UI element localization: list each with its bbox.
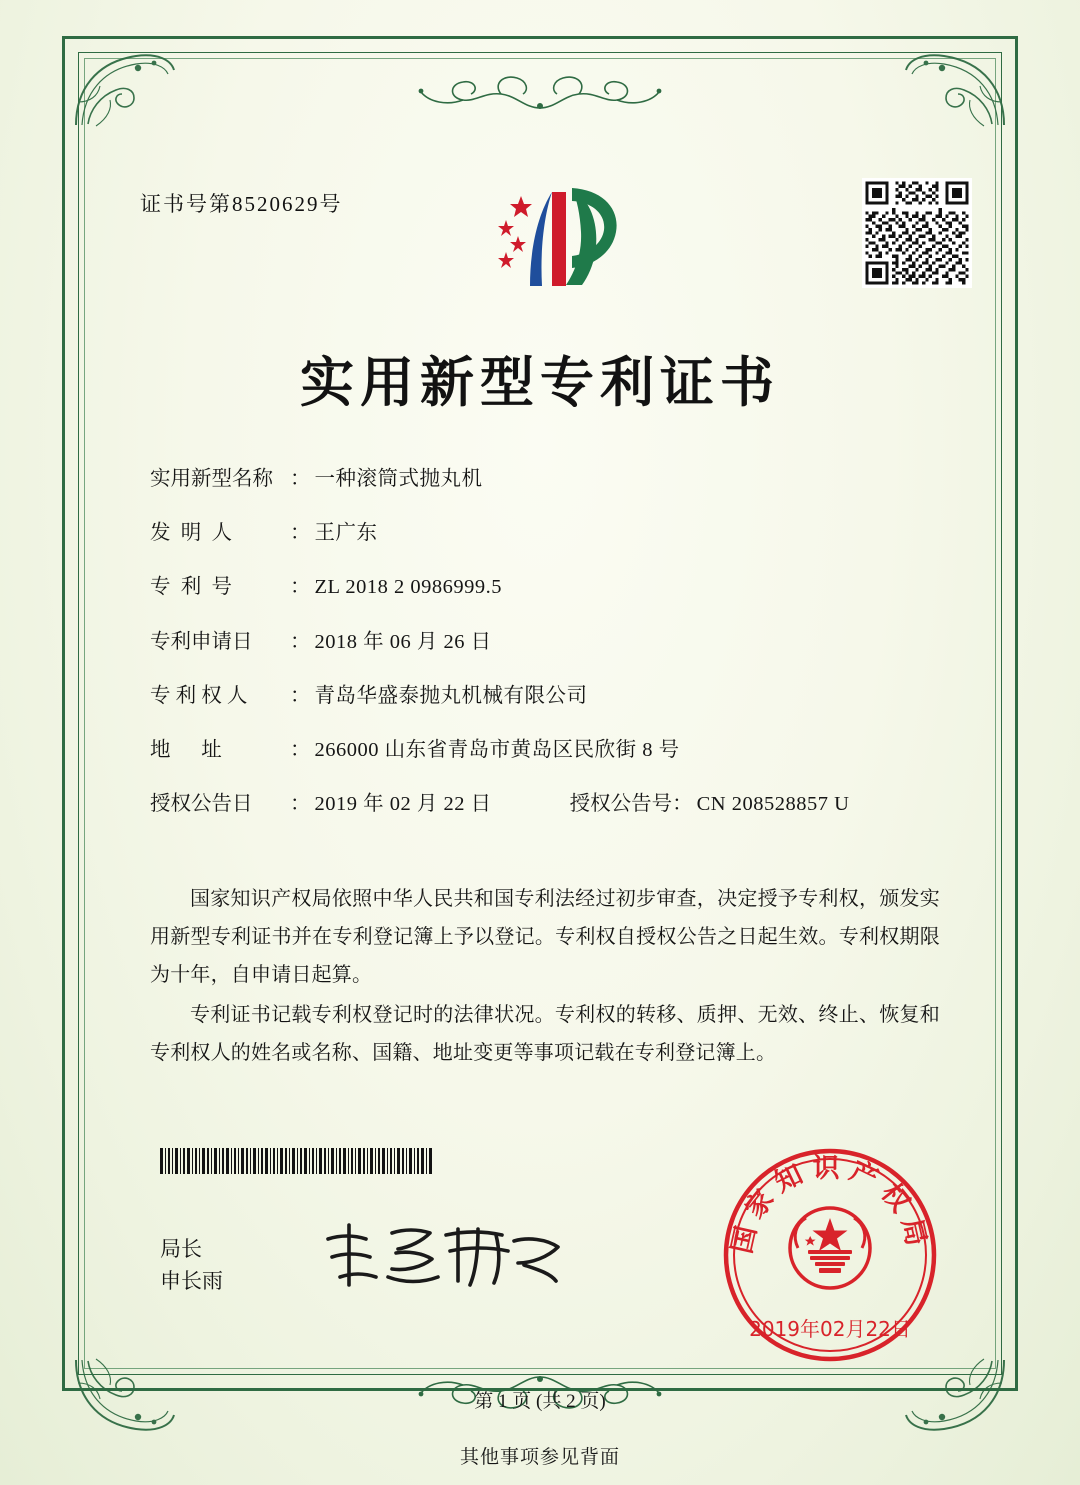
seal-date-text: 2019年02月22日 bbox=[749, 1317, 911, 1341]
field-row-address bbox=[150, 736, 950, 766]
field-label-grant-date: 授权公告日 bbox=[150, 793, 253, 816]
page-title: 实用新型专利证书 bbox=[300, 350, 780, 414]
grant-announcement-number-group bbox=[570, 790, 850, 820]
field-value: 2018 年 06 月 26 日 bbox=[314, 630, 492, 653]
corner-ornament-icon bbox=[894, 40, 1014, 135]
director-title-label: 局长 bbox=[160, 1237, 202, 1261]
field-row-utility-model-name bbox=[150, 465, 950, 495]
field-label-announcement-number: 授权公告号 bbox=[569, 793, 673, 816]
certificate-fields bbox=[150, 465, 950, 844]
field-value: ZL 2018 2 0986999.5 bbox=[314, 576, 503, 599]
field-colon: ： bbox=[290, 522, 311, 545]
field-value: 266000 山东省青岛市黄岛区民欣街 8 号 bbox=[314, 739, 680, 762]
page-number: 第 1 页 (共 2 页) bbox=[474, 1391, 606, 1412]
field-row-application-date bbox=[150, 628, 950, 658]
field-label: 实用新型名称 bbox=[150, 468, 273, 490]
seal-ring-text: 国家知识产权局 bbox=[726, 1153, 934, 1257]
field-value-announcement-number: CN 208528857 U bbox=[696, 793, 850, 816]
field-colon: ： bbox=[290, 576, 311, 599]
field-value: 青岛华盛泰抛丸机械有限公司 bbox=[314, 684, 588, 707]
field-colon: ： bbox=[290, 793, 311, 816]
field-row-grant-announcement bbox=[150, 790, 950, 820]
field-colon: ： bbox=[290, 630, 311, 653]
field-label: 专 利 权 人 bbox=[150, 684, 248, 707]
field-value-grant-date: 2019 年 02 月 22 日 bbox=[314, 793, 492, 816]
field-row-patentee bbox=[150, 682, 950, 712]
legal-paragraph-2: 专利证书记载专利权登记时的法律状况。专利权的转移、质押、无效、终止、恢复和专利权人的姓名或名称、国籍、地址变更等事项记载在专利登记簿上。 bbox=[150, 1004, 940, 1064]
barcode bbox=[160, 1148, 432, 1174]
cnipa-logo-icon bbox=[480, 170, 640, 300]
field-colon: ： bbox=[672, 793, 693, 816]
field-row-patent-number bbox=[150, 573, 950, 603]
qr-code-icon bbox=[862, 178, 972, 288]
field-label: 发 明 人 bbox=[150, 522, 232, 545]
field-colon: ： bbox=[290, 739, 311, 762]
field-row-inventor bbox=[150, 519, 950, 549]
official-seal bbox=[715, 1140, 945, 1370]
handwritten-signature-icon bbox=[318, 1215, 568, 1295]
field-colon: ： bbox=[290, 684, 311, 707]
legal-text-block bbox=[150, 880, 940, 1074]
field-label: 专 利 号 bbox=[150, 576, 232, 599]
national-emblem-icon bbox=[790, 1208, 870, 1288]
top-ornament-icon bbox=[375, 62, 705, 114]
field-label: 专利申请日 bbox=[150, 630, 253, 653]
field-value: 一种滚筒式抛丸机 bbox=[314, 468, 483, 490]
legal-paragraph-1: 国家知识产权局依照中华人民共和国专利法经过初步审查，决定授予专利权，颁发实用新型专利证书并在专利登记簿上予以登记。专利权自授权公告之日起生效。专利权期限为十年，自申请日起算。 bbox=[150, 888, 940, 986]
corner-ornament-icon bbox=[66, 40, 186, 135]
director-name-label: 申长雨 bbox=[160, 1269, 223, 1293]
field-value: 王广东 bbox=[314, 522, 378, 545]
footer-note: 其他事项参见背面 bbox=[459, 1447, 620, 1468]
field-label: 地 址 bbox=[150, 739, 222, 762]
signature-block bbox=[160, 1233, 223, 1297]
certificate-number: 证书号第8520629号 bbox=[140, 192, 343, 216]
field-colon: ： bbox=[290, 468, 311, 490]
